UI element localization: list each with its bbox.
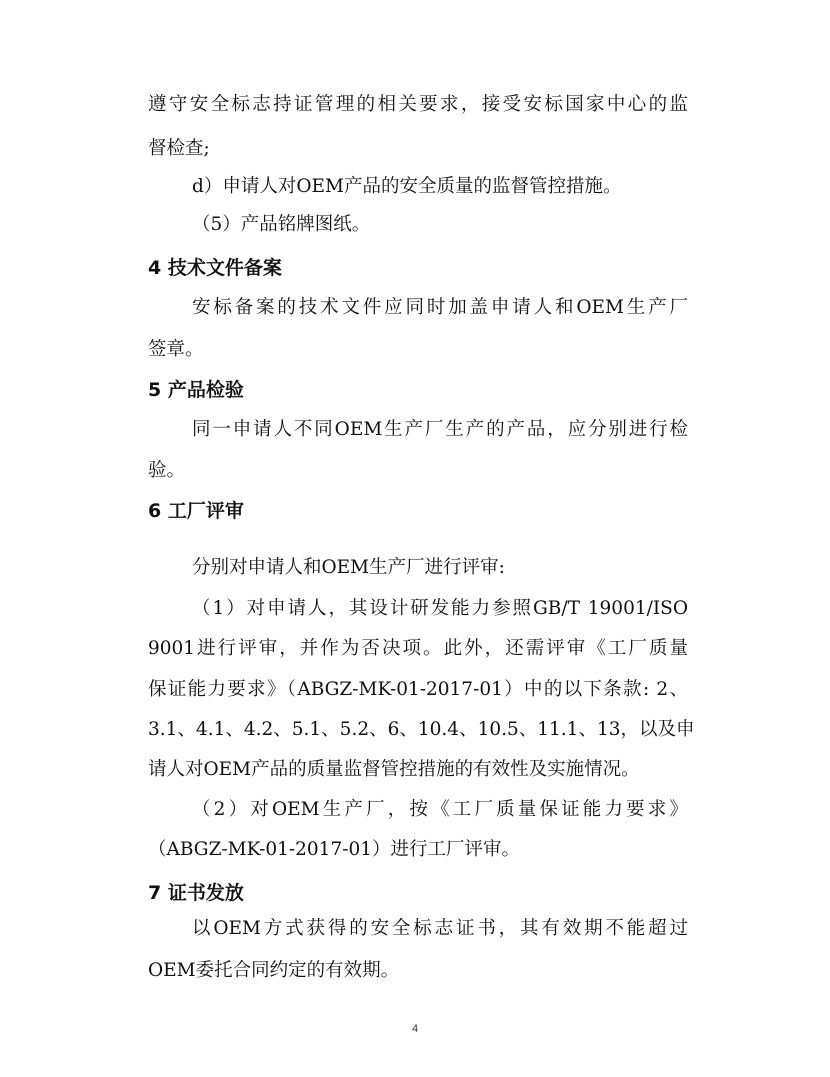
paragraph-line: 以OEM方式获得的安全标志证书，其有效期不能超过 <box>192 918 688 939</box>
paragraph-line: 3.1、4.1、4.2、5.1、5.2、6、10.4、10.5、11.1、13，以及申 <box>148 719 695 740</box>
paragraph-line: 9001进行评审，并作为否决项。此外，还需评审《工厂质量 <box>148 638 688 659</box>
page-number: 4 <box>411 1023 419 1035</box>
paragraph-line: 分别对申请人和OEM生产厂进行评审: <box>192 557 505 578</box>
section-heading-6: 6 工厂评审 <box>148 500 244 522</box>
paragraph-line: 遵守安全标志持证管理的相关要求，接受安标国家中心的监 <box>148 94 688 115</box>
paragraph-line: （1）对申请人，其设计研发能力参照GB/T 19001/ISO <box>192 598 688 619</box>
paragraph-line: 请人对OEM产品的质量监督管控措施的有效性及实施情况。 <box>148 759 640 780</box>
paragraph-line: （5）产品铭牌图纸。 <box>192 214 371 235</box>
paragraph-line: 同一申请人不同OEM生产厂生产的产品，应分别进行检 <box>192 419 688 440</box>
paragraph-line: 签章。 <box>148 339 204 360</box>
paragraph-line: （2）对OEM生产厂，按《工厂质量保证能力要求》 <box>192 799 688 820</box>
section-heading-5: 5 产品检验 <box>148 379 244 401</box>
paragraph-line: 督检查; <box>148 138 210 159</box>
paragraph-line: （ABGZ-MK-01-2017-01）进行工厂评审。 <box>148 839 521 860</box>
paragraph-line: 验。 <box>148 460 186 481</box>
paragraph-line: d）申请人对OEM产品的安全质量的监督管控措施。 <box>192 176 622 197</box>
paragraph-line: OEM委托合同约定的有效期。 <box>148 960 400 981</box>
section-heading-4: 4 技术文件备案 <box>148 257 282 279</box>
section-heading-7: 7 证书发放 <box>148 882 244 904</box>
paragraph-line: 保证能力要求》（ABGZ-MK-01-2017-01）中的以下条款: 2、 <box>148 679 688 700</box>
paragraph-line: 安标备案的技术文件应同时加盖申请人和OEM生产厂 <box>192 297 688 318</box>
